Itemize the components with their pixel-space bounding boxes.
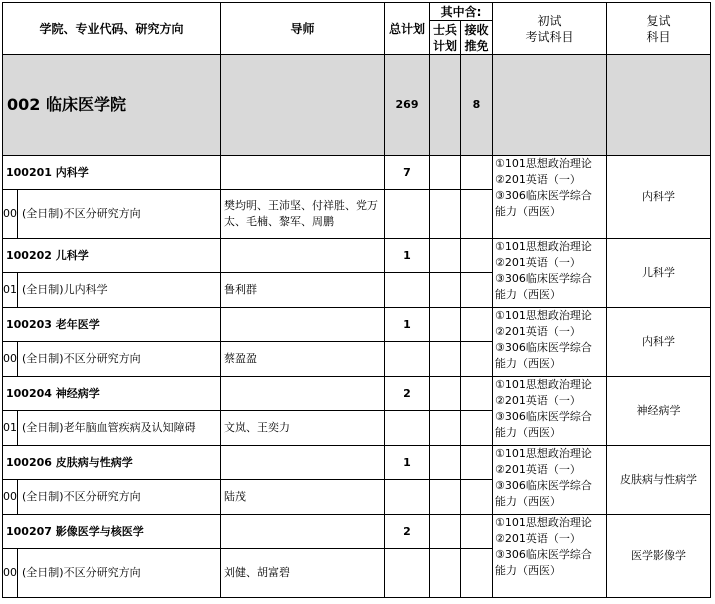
exam-subject-line: ①101思想政治理论	[495, 447, 592, 460]
major-tutor-cell	[221, 239, 385, 273]
direction-code: 00	[3, 549, 18, 597]
major-exempt-cell	[461, 446, 493, 480]
major-code-name: 100207 影像医学与核医学	[3, 515, 221, 549]
major-exempt-cell	[461, 308, 493, 342]
exam-subject-line: 能力（西医）	[495, 426, 561, 439]
major-soldier-cell	[430, 239, 461, 273]
direction-total-cell	[385, 190, 430, 239]
header-tutor: 导师	[221, 3, 385, 55]
major-soldier-cell	[430, 377, 461, 411]
major-row	[3, 377, 711, 411]
major-exempt-cell	[461, 515, 493, 549]
header-total: 总计划	[385, 3, 430, 55]
exam-subject-line: ③306临床医学综合	[495, 410, 592, 423]
initial-exam-subjects	[493, 515, 607, 598]
college-total: 269	[385, 55, 430, 156]
initial-exam-subjects	[493, 156, 607, 239]
direction-cell	[3, 342, 221, 377]
tutor-names: 刘健、胡富碧	[221, 549, 385, 598]
major-tutor-cell	[221, 156, 385, 190]
direction-inner	[3, 273, 220, 307]
direction-code: 01	[3, 411, 18, 445]
major-soldier-cell	[430, 515, 461, 549]
exam-subject-line: 能力（西医）	[495, 564, 561, 577]
header-college: 学院、专业代码、研究方向	[3, 3, 221, 55]
initial-exam-subjects	[493, 308, 607, 377]
college-exempt: 8	[461, 55, 493, 156]
exam-subject-line: ②201英语（一）	[495, 256, 581, 269]
exam-subject-line: ①101思想政治理论	[495, 516, 592, 529]
tutor-names: 陆茂	[221, 480, 385, 515]
direction-cell	[3, 480, 221, 515]
direction-cell	[3, 411, 221, 446]
exam-subject-line: ①101思想政治理论	[495, 240, 592, 253]
direction-name: (全日制)不区分研究方向	[22, 207, 141, 220]
tutor-names: 樊均明、王沛坚、付祥胜、党万太、毛楠、黎军、周鹏	[221, 190, 385, 239]
direction-total-cell	[385, 480, 430, 515]
initial-exam-subjects	[493, 377, 607, 446]
college-tutor-cell	[221, 55, 385, 156]
direction-total-cell	[385, 342, 430, 377]
direction-code: 00	[3, 190, 18, 238]
header-retest-line1: 复试	[646, 13, 671, 28]
direction-code: 00	[3, 480, 18, 514]
college-row	[3, 55, 711, 156]
retest-subject: 医学影像学	[607, 515, 711, 598]
header-include: 其中含:	[430, 3, 493, 21]
exam-subject-line: 能力（西医）	[495, 288, 561, 301]
exam-subject-line: ②201英语（一）	[495, 173, 581, 186]
direction-soldier-cell	[430, 190, 461, 239]
direction-soldier-cell	[430, 549, 461, 598]
direction-cell	[3, 273, 221, 308]
major-total: 2	[385, 515, 430, 549]
direction-name: (全日制)不区分研究方向	[22, 566, 141, 579]
retest-subject: 皮肤病与性病学	[607, 446, 711, 515]
major-row	[3, 239, 711, 273]
retest-subject: 内科学	[607, 308, 711, 377]
direction-name: (全日制)老年脑血管疾病及认知障碍	[22, 421, 196, 434]
header-initial-line1: 初试	[537, 13, 562, 28]
direction-inner	[3, 549, 220, 597]
direction-soldier-cell	[430, 411, 461, 446]
college-initial-cell	[493, 55, 607, 156]
major-row	[3, 515, 711, 549]
header-initial-line2: 考试科目	[525, 29, 574, 44]
tutor-names: 文岚、王奕力	[221, 411, 385, 446]
direction-name: (全日制)不区分研究方向	[22, 490, 141, 503]
exam-subject-line: 能力（西医）	[495, 205, 561, 218]
major-exempt-cell	[461, 377, 493, 411]
college-retest-cell	[607, 55, 711, 156]
direction-inner	[3, 411, 220, 445]
exam-subject-line: ②201英语（一）	[495, 394, 581, 407]
initial-exam-subjects	[493, 239, 607, 308]
direction-exempt-cell	[461, 190, 493, 239]
direction-inner	[3, 342, 220, 376]
major-tutor-cell	[221, 515, 385, 549]
direction-code: 00	[3, 342, 18, 376]
retest-subject: 内科学	[607, 156, 711, 239]
exam-subject-line: ①101思想政治理论	[495, 309, 592, 322]
direction-total-cell	[385, 549, 430, 598]
tutor-names: 蔡盈盈	[221, 342, 385, 377]
direction-total-cell	[385, 411, 430, 446]
exam-subject-line: ②201英语（一）	[495, 325, 581, 338]
header-retest-line2: 科目	[646, 29, 671, 44]
major-soldier-cell	[430, 308, 461, 342]
major-total: 7	[385, 156, 430, 190]
direction-exempt-cell	[461, 411, 493, 446]
major-code-name: 100204 神经病学	[3, 377, 221, 411]
direction-soldier-cell	[430, 273, 461, 308]
direction-exempt-cell	[461, 549, 493, 598]
direction-name: (全日制)儿内科学	[22, 283, 108, 296]
header-row-1	[3, 3, 711, 21]
exam-subject-line: ③306临床医学综合	[495, 548, 592, 561]
major-tutor-cell	[221, 446, 385, 480]
exam-subject-line: ③306临床医学综合	[495, 189, 592, 202]
direction-name: (全日制)不区分研究方向	[22, 352, 141, 365]
major-exempt-cell	[461, 156, 493, 190]
exam-subject-line: ②201英语（一）	[495, 532, 581, 545]
direction-inner	[3, 480, 220, 514]
college-soldier-cell	[430, 55, 461, 156]
direction-code: 01	[3, 273, 18, 307]
admission-table	[2, 2, 711, 598]
exam-subject-line: 能力（西医）	[495, 357, 561, 370]
exam-subject-line: 能力（西医）	[495, 495, 561, 508]
major-row	[3, 156, 711, 190]
header-initial-exam	[493, 3, 607, 55]
major-row	[3, 308, 711, 342]
header-soldier-line2: 计划	[432, 38, 457, 53]
major-code-name: 100206 皮肤病与性病学	[3, 446, 221, 480]
direction-exempt-cell	[461, 342, 493, 377]
major-total: 1	[385, 308, 430, 342]
direction-cell	[3, 190, 221, 239]
major-soldier-cell	[430, 156, 461, 190]
header-soldier	[430, 21, 461, 55]
major-code-name: 100202 儿科学	[3, 239, 221, 273]
direction-cell	[3, 549, 221, 598]
header-soldier-line1: 士兵	[432, 22, 457, 37]
major-code-name: 100203 老年医学	[3, 308, 221, 342]
direction-exempt-cell	[461, 480, 493, 515]
major-total: 1	[385, 239, 430, 273]
header-exempt-line2: 推免	[464, 38, 489, 53]
exam-subject-line: ③306临床医学综合	[495, 341, 592, 354]
exam-subject-line: ①101思想政治理论	[495, 157, 592, 170]
initial-exam-subjects	[493, 446, 607, 515]
major-exempt-cell	[461, 239, 493, 273]
major-code-name: 100201 内科学	[3, 156, 221, 190]
header-retest	[607, 3, 711, 55]
exam-subject-line: ③306临床医学综合	[495, 479, 592, 492]
exam-subject-line: ①101思想政治理论	[495, 378, 592, 391]
college-name: 002 临床医学院	[3, 55, 221, 156]
major-row	[3, 446, 711, 480]
direction-inner	[3, 190, 220, 238]
major-soldier-cell	[430, 446, 461, 480]
direction-soldier-cell	[430, 480, 461, 515]
retest-subject: 神经病学	[607, 377, 711, 446]
header-exempt-line1: 接收	[464, 22, 489, 37]
tutor-names: 鲁利群	[221, 273, 385, 308]
major-total: 1	[385, 446, 430, 480]
header-exempt	[461, 21, 493, 55]
exam-subject-line: ③306临床医学综合	[495, 272, 592, 285]
retest-subject: 儿科学	[607, 239, 711, 308]
direction-total-cell	[385, 273, 430, 308]
direction-soldier-cell	[430, 342, 461, 377]
major-tutor-cell	[221, 308, 385, 342]
direction-exempt-cell	[461, 273, 493, 308]
major-total: 2	[385, 377, 430, 411]
exam-subject-line: ②201英语（一）	[495, 463, 581, 476]
major-tutor-cell	[221, 377, 385, 411]
